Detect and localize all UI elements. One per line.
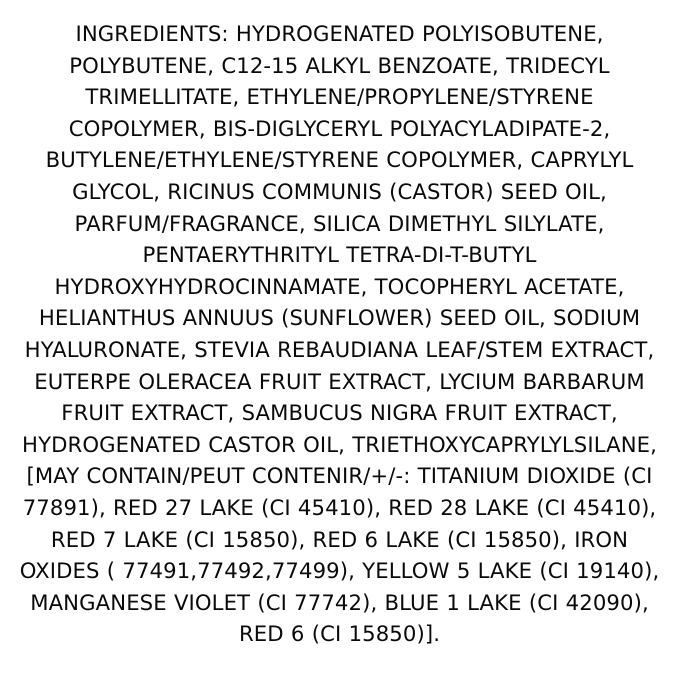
ingredients-list-text: INGREDIENTS: HYDROGENATED POLYISOBUTENE, POLYBUTENE, C12-15 ALKYL BENZOATE, TRIDECYL TRIMELLITATE, ETHYLENE/PROPYLENE/STYRENE COPOLYMER, BIS-DIGLYCERYL POLYACYLADIPATE-2, BUTYLENE/ETHYLENE/STYRENE COPOLYMER, CAPRYLYL GLYCOL, RICINUS COMMUNIS (CASTOR) SEED OIL, PARFUM/FRAGRANCE, SILICA DIMETHYL SILYLATE, PENTAERYTHRITYL TETRA-DI-T-BUTYL HYDROXYHYDROCINNAMATE, TOCOPHERYL ACETATE, HELIANTHUS ANNUUS (SUNFLOWER) SEED OIL, SODIUM HYALURONATE, STEVIA REBAUDIANA LEAF/STEM EXTRACT, EUTERPE OLERACEA FRUIT EXTRACT, LYCIUM BARBARUM FRUIT EXTRACT, SAMBUCUS NIGRA FRUIT EXTRACT, HYDROGENATED CASTOR OIL, TRIETHOXYCAPRYLYLSILANE, [MAY CONTAIN/PEUT CONTENIR/+/-: TITANIUM DIOXIDE (CI 77891), RED 27 LAKE (CI 45410), RED 28 LAKE (CI 45410), RED 7 LAKE (CI 15850), RED 6 LAKE (CI 15850), IRON OXIDES ( 77491,77492,77499), YELLOW 5 LAKE (CI 19140), MANGANESE VIOLET (CI 77742), BLUE 1 LAKE (CI 42090), RED 6 (CI 15850)]. bbox=[19, 21, 667, 647]
